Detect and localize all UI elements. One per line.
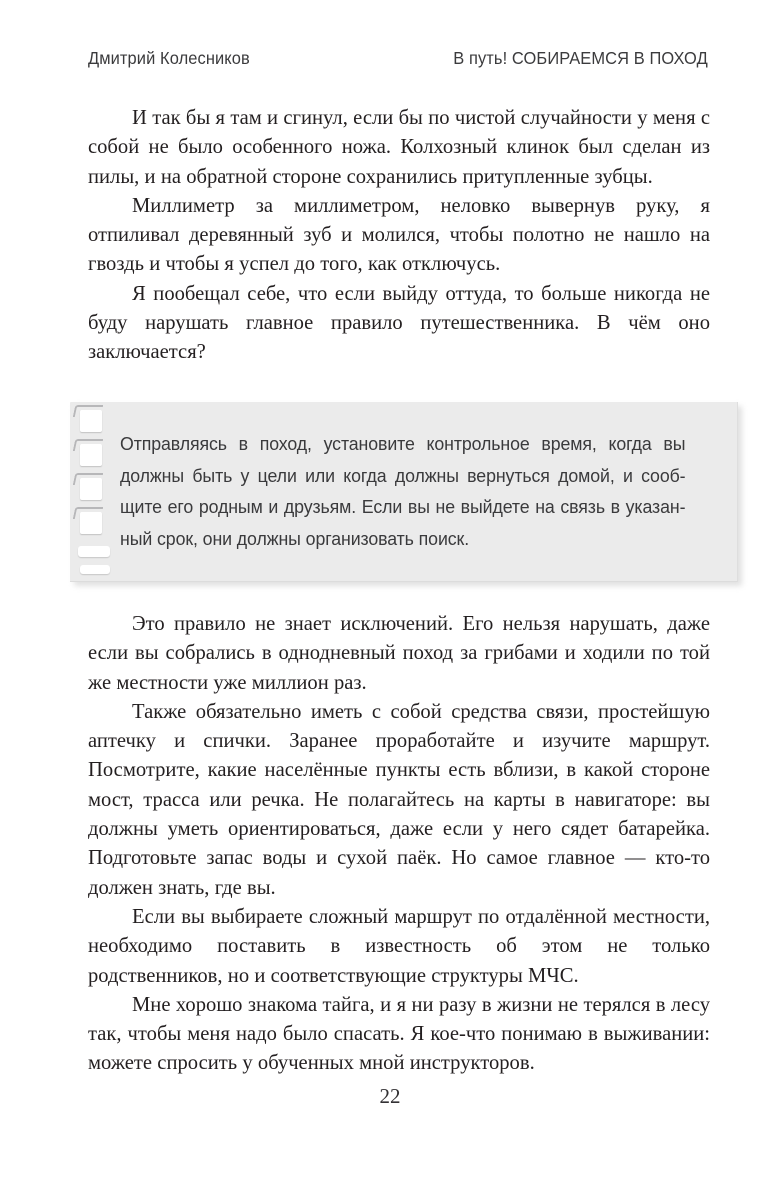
spiral-coil-icon — [78, 546, 110, 557]
body-text-lower — [88, 610, 710, 1079]
spiral-ring-icon — [80, 478, 102, 500]
paragraph: Это правило не знает исключений. Его нельзя нарушать, даже если вы собрались в однодневный поход за грибами и ходили по той же местности уже миллион раз. — [88, 613, 710, 694]
paragraph: Также обязательно иметь с собой средства связи, простейшую аптечку и спички. Заранее проработайте и изучите маршрут. Посмотрите, какие населённые пункты есть вблизи, в какой стороне мост, трасса или речка. Не полагайтесь на карты в навигаторе: вы должны уметь ориентироваться, даже если у него сядет батарейка. Подготовьте запас воды и сухой паёк. Но самое главное — кто-то должен знать, где вы. — [88, 700, 710, 899]
paragraph: Если вы выбираете сложный маршрут по отдалённой местности, необходимо поставить в известность об этом не только родственников, но и соответствующие структуры МЧС. — [88, 905, 710, 987]
callout-note — [66, 400, 746, 588]
running-head — [88, 48, 708, 74]
paragraph: Я пообещал себе, что если выйду оттуда, то больше никогда не буду нарушать главное правило путешественника. В чём оно заключается? — [88, 282, 710, 364]
callout-line: ный срок, они должны организовать поиск. — [120, 527, 470, 549]
spiral-ring-icon — [80, 444, 102, 466]
body-text-upper — [88, 104, 710, 368]
callout-line: Отправляясь в поход, установите контрольное время, когда вы — [120, 433, 686, 454]
paragraph: И так бы я там и сгинул, если бы по чистой случайности у меня с собой не было особенного ножа. Колхозный клинок был сделан из пилы, и на обратной стороне сохранились притупленные зубцы. — [88, 107, 710, 188]
spiral-coil-icon — [80, 565, 110, 574]
paragraph: Мне хорошо знакома тайга, и я ни разу в жизни не терялся в лесу так, чтобы меня надо было спасать. Я кое-что понимаю в выживании: можете спросить у обученных мной инструкторов. — [88, 993, 710, 1075]
callout-line: должны быть у цели или когда должны вернуться домой, и сооб- — [120, 464, 686, 486]
page-number: 22 — [379, 1084, 401, 1108]
spiral-ring-icon — [80, 512, 102, 534]
running-head-author: Дмитрий Колесников — [88, 48, 250, 68]
spiral-binding — [66, 400, 122, 588]
paragraph: Миллиметр за миллиметром, неловко вывернув руку, я отпиливал деревянный зуб и молился, чтобы полотно не нашло на гвоздь и чтобы я успел до того, как отключусь. — [88, 194, 710, 276]
callout-text — [120, 428, 706, 554]
spiral-ring-icon — [80, 410, 102, 432]
running-head-chapter-title: В путь! СОБИРАЕМСЯ В ПОХОД — [453, 48, 708, 68]
callout-line: щите его родным и друзьям. Если вы не выйдете на связь в указан- — [120, 496, 686, 518]
